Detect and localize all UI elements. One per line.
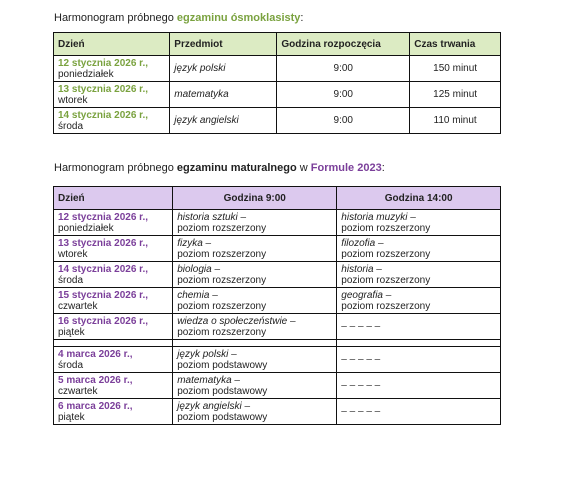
morning-subject: fizyka – <box>177 237 212 249</box>
afternoon-exam-cell <box>337 373 501 399</box>
subject-text: matematyka <box>174 89 229 100</box>
morning-level: poziom podstawowy <box>177 359 268 371</box>
heading1-prefix: Harmonogram próbnego <box>54 12 177 24</box>
morning-level: poziom rozszerzony <box>177 248 267 260</box>
date-text: 14 stycznia 2026 r., <box>58 109 149 121</box>
subject-text: język polski <box>174 63 226 74</box>
separator-cell <box>173 340 337 347</box>
morning-level: poziom rozszerzony <box>177 222 267 234</box>
afternoon-subject: historia – <box>341 263 382 275</box>
date-text: 4 marca 2026 r., <box>58 348 133 360</box>
heading-matura-exam <box>54 162 385 174</box>
afternoon-exam-cell <box>337 262 501 288</box>
subject-text: język angielski <box>174 115 239 126</box>
heading-eighth-grade-exam <box>54 12 303 24</box>
morning-level: poziom rozszerzony <box>177 274 267 286</box>
afternoon-subject: historia muzyki – <box>341 211 416 223</box>
morning-exam-cell <box>173 288 337 314</box>
morning-exam-cell <box>173 262 337 288</box>
afternoon-subject: – – – – – <box>341 321 381 332</box>
table1-header-row <box>54 33 501 56</box>
day-cell <box>54 399 173 425</box>
afternoon-level: poziom rozszerzony <box>341 248 431 260</box>
table-row <box>54 210 501 236</box>
afternoon-level: poziom rozszerzony <box>341 222 431 234</box>
date-text: 16 stycznia 2026 r., <box>58 315 149 327</box>
heading2-suffix: : <box>381 162 385 174</box>
table-row <box>54 236 501 262</box>
day-cell <box>54 262 173 288</box>
morning-exam-cell <box>173 210 337 236</box>
day-cell <box>54 56 170 82</box>
day-cell <box>54 82 170 108</box>
morning-exam-cell <box>173 314 337 340</box>
table-row <box>54 82 501 108</box>
heading2-mid: w <box>296 162 311 174</box>
matura-exam-table <box>53 186 501 425</box>
table2-header-day: Dzień <box>54 187 173 210</box>
duration-cell: 110 minut <box>410 108 501 134</box>
morning-subject: historia sztuki – <box>177 211 247 223</box>
day-cell <box>54 210 173 236</box>
table-row <box>54 314 501 340</box>
table-row <box>54 108 501 134</box>
heading2-prefix: Harmonogram próbnego <box>54 162 177 174</box>
morning-subject: matematyka – <box>177 374 240 386</box>
date-text: 6 marca 2026 r., <box>58 400 133 412</box>
weekday-text: wtorek <box>58 248 88 260</box>
day-cell <box>54 373 173 399</box>
table1-header-day: Dzień <box>54 33 170 56</box>
heading2-bold: egzaminu maturalnego <box>176 162 297 174</box>
afternoon-exam-cell <box>337 288 501 314</box>
morning-subject: język angielski – <box>177 400 250 412</box>
start-time-cell: 9:00 <box>277 56 410 82</box>
day-cell <box>54 108 170 134</box>
morning-exam-cell <box>173 373 337 399</box>
date-text: 5 marca 2026 r., <box>58 374 133 386</box>
weekday-text: środa <box>58 274 84 286</box>
table-row <box>54 288 501 314</box>
separator-cell <box>337 340 501 347</box>
table1-header-duration: Czas trwania <box>410 33 501 56</box>
afternoon-subject: – – – – – <box>341 406 381 417</box>
duration-cell: 150 minut <box>410 56 501 82</box>
weekday-text: poniedziałek <box>58 222 114 234</box>
weekday-text: piątek <box>58 326 85 338</box>
afternoon-level: poziom rozszerzony <box>341 274 431 286</box>
morning-exam-cell <box>173 236 337 262</box>
morning-subject: język polski – <box>177 348 237 360</box>
morning-subject: wiedza o społeczeństwie – <box>177 315 296 327</box>
morning-exam-cell <box>173 347 337 373</box>
morning-level: poziom podstawowy <box>177 411 268 423</box>
separator-cell <box>54 340 173 347</box>
date-text: 12 stycznia 2026 r., <box>58 57 149 69</box>
eighth-grade-exam-table <box>53 32 501 134</box>
morning-level: poziom rozszerzony <box>177 326 267 338</box>
table-row <box>54 347 501 373</box>
heading2-highlight: Formule 2023 <box>310 162 382 174</box>
afternoon-exam-cell <box>337 314 501 340</box>
table1-header-subject: Przedmiot <box>170 33 277 56</box>
date-text: 15 stycznia 2026 r., <box>58 289 149 301</box>
date-text: 13 stycznia 2026 r., <box>58 237 149 249</box>
table-separator-row <box>54 340 501 347</box>
table1-header-start: Godzina rozpoczęcia <box>277 33 410 56</box>
afternoon-subject: – – – – – <box>341 354 381 365</box>
afternoon-exam-cell <box>337 347 501 373</box>
heading1-highlight: egzaminu ósmoklasisty <box>176 12 301 24</box>
weekday-text: czwartek <box>58 300 98 312</box>
table-row <box>54 399 501 425</box>
table-row <box>54 373 501 399</box>
date-text: 13 stycznia 2026 r., <box>58 83 149 95</box>
afternoon-subject: geografia – <box>341 289 392 301</box>
weekday-text: wtorek <box>58 94 88 106</box>
afternoon-exam-cell <box>337 236 501 262</box>
date-text: 14 stycznia 2026 r., <box>58 263 149 275</box>
day-cell <box>54 314 173 340</box>
morning-level: poziom rozszerzony <box>177 300 267 312</box>
weekday-text: piątek <box>58 411 85 423</box>
date-text: 12 stycznia 2026 r., <box>58 211 149 223</box>
table2-header-2pm: Godzina 14:00 <box>337 187 501 210</box>
afternoon-subject: filozofia – <box>341 237 384 249</box>
subject-cell <box>170 56 277 82</box>
subject-cell <box>170 82 277 108</box>
table2-header-9am: Godzina 9:00 <box>173 187 337 210</box>
start-time-cell: 9:00 <box>277 108 410 134</box>
weekday-text: środa <box>58 359 84 371</box>
table2-header-row <box>54 187 501 210</box>
weekday-text: poniedziałek <box>58 68 114 80</box>
subject-cell <box>170 108 277 134</box>
morning-level: poziom podstawowy <box>177 385 268 397</box>
day-cell <box>54 236 173 262</box>
start-time-cell: 9:00 <box>277 82 410 108</box>
duration-cell: 125 minut <box>410 82 501 108</box>
table-row <box>54 262 501 288</box>
afternoon-exam-cell <box>337 210 501 236</box>
afternoon-subject: – – – – – <box>341 380 381 391</box>
afternoon-exam-cell <box>337 399 501 425</box>
weekday-text: czwartek <box>58 385 98 397</box>
morning-exam-cell <box>173 399 337 425</box>
morning-subject: chemia – <box>177 289 218 301</box>
day-cell <box>54 347 173 373</box>
day-cell <box>54 288 173 314</box>
afternoon-level: poziom rozszerzony <box>341 300 431 312</box>
morning-subject: biologia – <box>177 263 220 275</box>
weekday-text: środa <box>58 120 84 132</box>
heading1-suffix: : <box>300 12 304 24</box>
table-row <box>54 56 501 82</box>
